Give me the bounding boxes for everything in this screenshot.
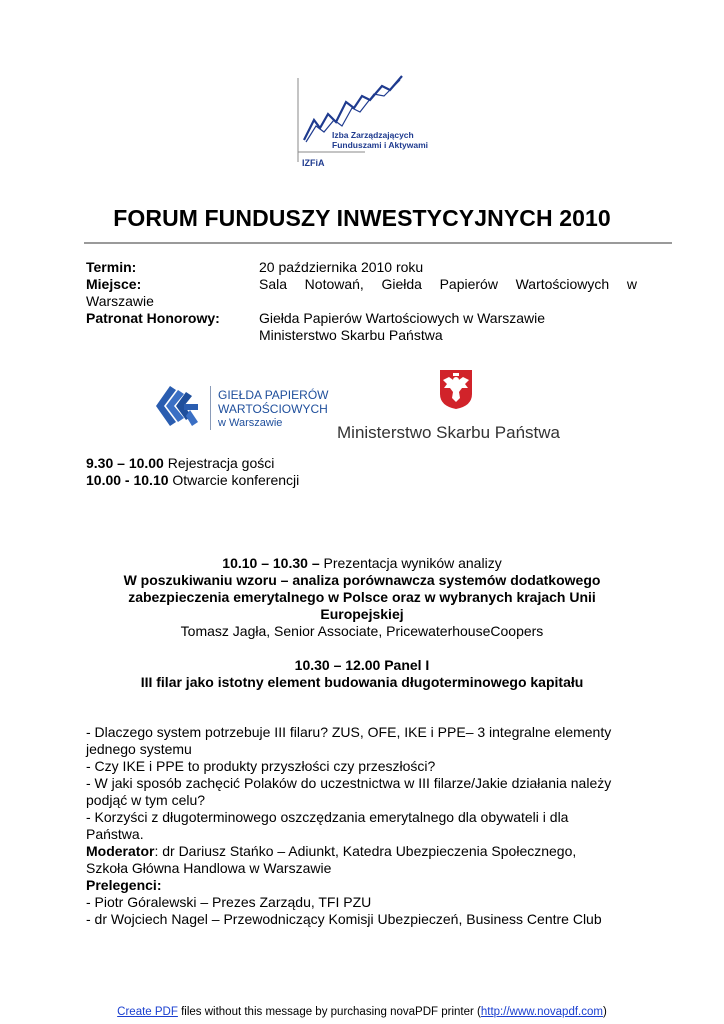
footer-end: ): [602, 1006, 607, 1018]
izfia-line2: Funduszami i Aktywami: [332, 140, 429, 150]
novapdf-link[interactable]: http://www.novapdf.com: [480, 1006, 603, 1018]
miejsce-word: Sala: [259, 276, 288, 292]
gpw-line3: w Warszawie: [218, 417, 283, 429]
session2-time: 10.30 – 12.00 Panel I: [294, 657, 430, 673]
eagle-emblem-icon: [438, 368, 474, 410]
question-4a: - Korzyści z długoterminowego oszczędzania emerytalnego dla obywateli i dla: [86, 809, 569, 825]
patronat-2: Ministerstwo Skarbu Państwa: [259, 327, 443, 343]
miejsce-word: w: [626, 276, 637, 292]
gpw-line2: WARTOŚCIOWYCH: [218, 402, 328, 416]
izfia-logo: [290, 70, 430, 170]
question-2: - Czy IKE i PPE to produkty przyszłości czy przeszłości?: [86, 758, 436, 774]
question-1b: jednego systemu: [86, 741, 192, 757]
session1-type: Prezentacja wyników analizy: [319, 555, 502, 571]
patronat-1: Giełda Papierów Wartościowych w Warszawie: [259, 310, 546, 326]
speaker-2: - dr Wojciech Nagel – Przewodniczący Komisji Ubezpieczeń, Business Centre Club: [86, 911, 602, 927]
session1-speaker: Tomasz Jagła, Senior Associate, PricewaterhouseCoopers: [180, 623, 544, 639]
question-3b: podjąć w tym celu?: [86, 792, 206, 808]
session2-title: III filar jako istotny element budowania długoterminowego kapitału: [140, 674, 584, 690]
izfia-abbr: IZFiA: [302, 158, 325, 168]
speakers-label: Prelegenci:: [86, 877, 162, 893]
schedule-item: [86, 472, 299, 489]
moderator-line: [86, 843, 646, 860]
schedule-item: [86, 455, 274, 472]
schedule-time: 10.00 - 10.10: [86, 472, 169, 488]
gpw-logo: [152, 380, 329, 432]
footer-text: files without this message by purchasing novaPDF printer (: [177, 1006, 481, 1018]
footer-note: [0, 1006, 724, 1018]
session1-title-line2: zabezpieczenia emerytalnego w Polsce oraz w wybranych krajach Unii: [128, 589, 596, 605]
question-4b: Państwa.: [86, 826, 144, 842]
miejsce-word: Wartościowych: [515, 276, 610, 292]
miejsce-word: Papierów: [439, 276, 498, 292]
create-pdf-link[interactable]: Create PDF: [117, 1006, 178, 1018]
session1-time: 10.10 – 10.30 –: [222, 555, 320, 571]
gpw-wordmark: [218, 388, 328, 430]
gpw-line1: GIEŁDA PAPIERÓW: [218, 388, 329, 402]
schedule-text: Otwarcie konferencji: [168, 472, 300, 488]
miejsce-continued: Warszawie: [86, 293, 154, 309]
izfia-line1: Izba Zarządzających: [332, 130, 414, 140]
schedule-text: Rejestracja gości: [163, 455, 275, 471]
termin-label: Termin:: [86, 259, 137, 275]
miejsce-word: Giełda: [381, 276, 422, 292]
session1-title-line1: W poszukiwaniu wzoru – analiza porównawcza systemów dodatkowego: [123, 572, 601, 588]
miejsce-label: Miejsce:: [86, 276, 142, 292]
miejsce-value: [259, 276, 637, 293]
termin-value: 20 października 2010 roku: [259, 259, 424, 275]
moderator-line2: Szkoła Główna Handlowa w Warszawie: [86, 860, 332, 876]
session1-heading: [0, 555, 724, 572]
page-title: FORUM FUNDUSZY INWESTYCYJNYCH 2010: [113, 205, 611, 231]
izfia-chart-icon: [290, 70, 430, 170]
question-3a: - W jaki sposób zachęcić Polaków do uczestnictwa w III filarze/Jakie działania należy: [86, 775, 612, 791]
title-divider: [84, 242, 672, 244]
miejsce-word: Notowań,: [304, 276, 364, 292]
question-1a: - Dlaczego system potrzebuje III filaru? ZUS, OFE, IKE i PPE– 3 integralne elementy: [86, 724, 612, 740]
moderator-text: : dr Dariusz Stańko – Adiunkt, Katedra Ubezpieczenia Społecznego,: [154, 843, 577, 859]
gpw-emblem-icon: [152, 380, 204, 432]
session1-title-line3: Europejskiej: [320, 606, 404, 622]
moderator-label: Moderator: [86, 843, 155, 859]
msp-wordmark: Ministerstwo Skarbu Państwa: [337, 423, 560, 442]
gpw-divider: [210, 386, 211, 430]
patronat-label: Patronat Honorowy:: [86, 310, 220, 326]
speaker-1: - Piotr Góralewski – Prezes Zarządu, TFI PZU: [86, 894, 372, 910]
schedule-time: 9.30 – 10.00: [86, 455, 164, 471]
